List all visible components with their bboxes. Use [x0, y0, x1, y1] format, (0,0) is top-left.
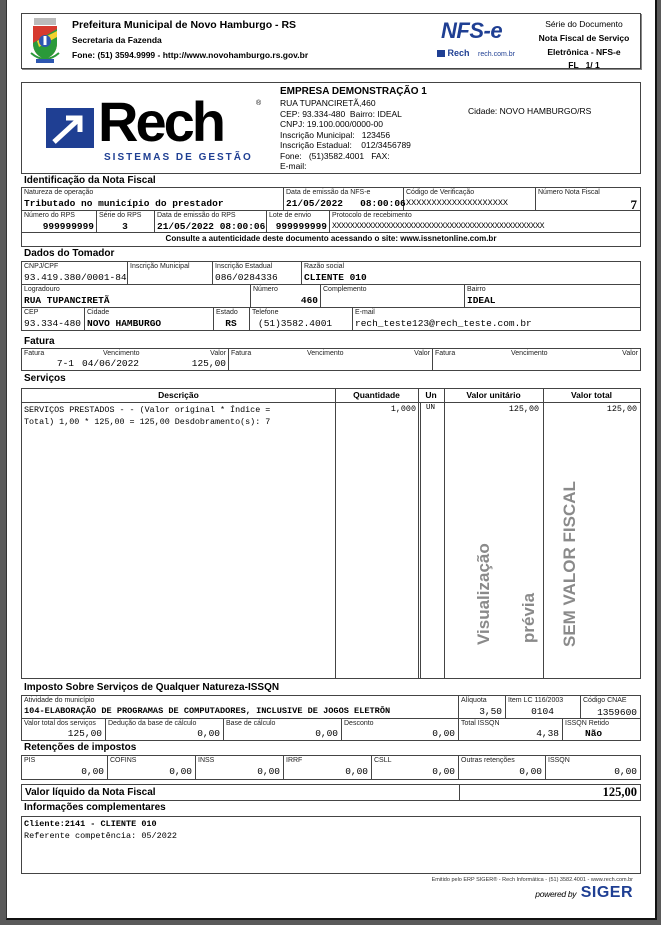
cep-value: 93.334-480 [24, 318, 82, 329]
total-issqn-label: Total ISSQN [461, 720, 500, 727]
rech-company-logo [46, 90, 276, 166]
data-emissao-value: 21/05/2022 08:00:06 [286, 198, 406, 209]
doc-title-1: Nota Fiscal de Serviço [538, 33, 630, 43]
serie-rps-cell [97, 211, 155, 233]
watermark-visualizacao: Visualização [474, 543, 493, 645]
section-title-retencoes: Retenções de impostos [24, 742, 137, 753]
identificacao-box [21, 187, 641, 247]
section-title-fatura: Fatura [24, 336, 55, 347]
rech-small-logo [437, 48, 515, 58]
col-valor-total: Valor total [570, 390, 613, 400]
company-ie: Inscrição Estadual: 012/3456789 [280, 140, 411, 150]
logradouro-cell [22, 285, 251, 308]
col-un: Un [425, 390, 437, 400]
item-lc-label: Item LC 116/2003 [508, 697, 564, 704]
consulta-autenticidade: Consulte a autenticidade deste documento acessando o site: www.issnetonline.com.br [165, 234, 497, 243]
base-calculo-cell [224, 719, 342, 740]
natureza-value: Tributado no município do prestador [24, 198, 224, 209]
telefone-label: Telefone [252, 309, 279, 316]
fatura-number: 7-1 [56, 358, 74, 369]
servico-quantidade: 1,000 [390, 404, 416, 414]
email-cell [353, 308, 640, 330]
company-box [21, 82, 641, 174]
cnpj-value: 93.419.380/0001-84 [24, 272, 127, 283]
rech-logo-word: Rech [98, 90, 223, 153]
retencao-value: 0,00 [257, 766, 280, 777]
retencao-item [372, 756, 459, 779]
retencao-item [22, 756, 108, 779]
section-title-issqn: Imposto Sobre Serviços de Qualquer Natureza-ISSQN [24, 682, 280, 693]
company-address: RUA TUPANCIRETÃ,460 [280, 98, 376, 108]
numero-label: Número [253, 286, 278, 293]
retencoes-box [21, 755, 641, 780]
retencao-item [546, 756, 640, 779]
retencao-value: 0,00 [345, 766, 368, 777]
servico-un: UN [426, 404, 436, 412]
valor-servicos-label: Valor total dos serviços [24, 720, 96, 727]
retencao-value: 0,00 [169, 766, 192, 777]
rech-logo-tagline: SISTEMAS DE GESTÃO [104, 152, 253, 163]
tomador-im-cell [128, 262, 213, 285]
numero-rps-cell [22, 211, 97, 233]
vencimento-label: Vencimento [307, 350, 344, 357]
col-descricao: Descrição [158, 390, 199, 400]
protocolo-cell [330, 211, 640, 233]
desconto-label: Desconto [344, 720, 374, 727]
natureza-label: Natureza de operação [24, 189, 94, 196]
numero-rps-label: Número do RPS [24, 212, 75, 219]
codigo-verificacao-label: Código de Verificação [406, 189, 475, 196]
section-title-identificacao: Identificação da Nota Fiscal [24, 175, 156, 186]
fatura-label: Fatura [435, 350, 456, 357]
razao-cell [302, 262, 640, 285]
page-indicator: FL 1/ 1 [568, 60, 600, 70]
email-label: E-mail [355, 309, 375, 316]
servico-descricao-line-2: Total) 1,00 * 125,00 = 125,00 Desdobramento(s): 7 [24, 417, 271, 427]
complementares-box [21, 816, 641, 874]
nfse-logo-text: NFS-e [441, 18, 503, 43]
company-info [280, 86, 427, 172]
data-emissao-cell [284, 188, 404, 211]
tomador-box [21, 261, 641, 331]
estado-value: RS [225, 318, 237, 329]
cidade-value: NOVO HAMBURGO [87, 318, 162, 329]
document-series [527, 17, 641, 71]
retencao-label: IRRF [286, 757, 303, 764]
retencao-label: ISSQN [548, 757, 570, 764]
rech-small-icon [437, 50, 445, 57]
estado-cell [214, 308, 250, 330]
codigo-verificacao-cell [404, 188, 536, 211]
company-name: EMPRESA DEMONSTRAÇÃO 1 [280, 86, 427, 97]
powered-by-label: powered by [535, 889, 577, 899]
valor-label: Valor [414, 350, 430, 357]
municipality-name: Prefeitura Municipal de Novo Hamburgo - RS [72, 19, 297, 31]
numero-nf-cell [536, 188, 640, 211]
base-calculo-label: Base de cálculo [226, 720, 276, 727]
valor-liquido-box [21, 784, 641, 801]
company-cep-bairro: CEP: 93.334-480 Bairro: IDEAL [280, 108, 402, 119]
tomador-im-label: Inscrição Municipal [130, 263, 190, 270]
doc-title-2: Eletrônica - NFS-e [547, 47, 621, 57]
complemento-label: Complemento [323, 286, 367, 293]
tomador-ie-label: Inscrição Estadual [215, 263, 273, 270]
company-email: E-mail: [280, 161, 307, 171]
numero-value: 460 [300, 295, 318, 306]
watermark-previa: prévia [519, 592, 538, 643]
department-name: Secretaria da Fazenda [72, 35, 162, 45]
fatura-label: Fatura [231, 350, 252, 357]
total-issqn-cell [459, 719, 563, 740]
bairro-label: Bairro [467, 286, 486, 293]
tomador-ie-value: 086/0284336 [215, 272, 278, 283]
telefone-cell [250, 308, 353, 330]
cidade-cell [85, 308, 214, 330]
razao-label: Razão social [304, 263, 345, 270]
fatura-vencimento: 04/06/2022 [82, 358, 140, 369]
numero-nf-value: 7 [630, 197, 637, 212]
municipality-contact: Fone: (51) 3594.9999 - http://www.novohamburgo.rs.gov.br [72, 50, 309, 60]
watermark-sem-valor-fiscal: SEM VALOR FISCAL [560, 481, 579, 647]
header-box [21, 13, 641, 69]
registered-mark-icon: ® [256, 100, 262, 107]
aliquota-value: 3,50 [479, 706, 502, 717]
protocolo-label: Protocolo de recebimento [332, 212, 412, 219]
lote-value: 999999999 [275, 221, 327, 232]
bairro-value: IDEAL [467, 295, 496, 306]
telefone-value: (51)3582.4001 [258, 318, 333, 329]
cnae-value: 1359600 [597, 707, 637, 718]
retencao-label: COFINS [110, 757, 137, 764]
deducao-cell [106, 719, 224, 740]
retencao-label: Outras retenções [461, 757, 515, 764]
servico-descricao [24, 404, 270, 428]
issqn-retido-label: ISSQN Retido [565, 720, 609, 727]
aliquota-cell [459, 696, 506, 719]
numero-nf-label: Número Nota Fiscal [538, 189, 600, 196]
coat-of-arms-logo [28, 17, 62, 65]
atividade-value: 104-ELABORAÇÃO DE PROGRAMAS DE COMPUTADORES, INCLUSIVE DE JOGOS ELETRÔN [24, 706, 391, 716]
numero-cell [251, 285, 321, 308]
desconto-cell [342, 719, 459, 740]
deducao-value: 0,00 [197, 728, 220, 739]
item-lc-value: 0104 [531, 706, 554, 717]
rech-small-label: Rech [447, 48, 470, 58]
fatura-item [22, 349, 229, 370]
aliquota-label: Alíquota [461, 697, 487, 704]
company-city: Cidade: NOVO HAMBURGO/RS [468, 106, 592, 116]
section-title-tomador: Dados do Tomador [24, 248, 115, 259]
item-lc-cell [506, 696, 581, 719]
retencao-label: INSS [198, 757, 215, 764]
servico-valor-unitario: 125,00 [508, 404, 539, 414]
retencao-value: 0,00 [614, 766, 637, 777]
codigo-verificacao-value: XXXXXXXXXXXXXXXXXXXX [406, 198, 509, 208]
data-rps-value: 21/05/2022 08:00:06 [157, 221, 266, 232]
rech-arrow-icon [46, 108, 94, 148]
valor-liquido-label: Valor líquido da Nota Fiscal [25, 787, 156, 798]
protocolo-value: XXXXXXXXXXXXXXXXXXXXXXXXXXXXXXXXXXXXXXXXXXXXXXX [332, 222, 545, 231]
fatura-box [21, 348, 641, 371]
logradouro-label: Logradouro [24, 286, 60, 293]
cidade-label: Cidade [87, 309, 110, 316]
servico-descricao-line-1: SERVIÇOS PRESTADOS - - (Valor original * Índice = [24, 405, 271, 415]
valor-servicos-cell [22, 719, 106, 740]
retencao-value: 0,00 [432, 766, 455, 777]
rech-site-label: rech.com.br [478, 51, 516, 58]
company-cnpj: CNPJ: 19.100.000/0000-00 [280, 119, 384, 129]
footer-powered-by [535, 884, 633, 902]
complemento-cell [321, 285, 465, 308]
razao-value: CLIENTE 010 [304, 272, 367, 283]
company-im: Inscrição Municipal: 123456 [280, 129, 391, 140]
retencao-label: CSLL [374, 757, 392, 764]
numero-rps-value: 999999999 [42, 221, 94, 232]
section-title-servicos: Serviços [24, 373, 66, 384]
data-rps-cell [155, 211, 267, 233]
valor-label: Valor [210, 350, 226, 357]
lote-label: Lote de envio [269, 212, 312, 219]
email-value: rech_teste123@rech_teste.com.br [355, 318, 532, 329]
company-phone-fax: Fone: (51)3582.4001 FAX: [280, 150, 390, 161]
atividade-cell [22, 696, 459, 719]
natureza-cell [22, 188, 284, 211]
deducao-label: Dedução da base de cálculo [108, 720, 197, 727]
issqn-box [21, 695, 641, 741]
footer-emitido: Emitido pelo ERP SIGER® - Rech Informática - (51) 3582.4001 - www.rech.com.br [431, 877, 633, 883]
series-label: Série do Documento [545, 19, 623, 29]
complementares-line-1: Cliente:2141 - CLIENTE 010 [24, 819, 157, 829]
lote-cell [267, 211, 330, 233]
logradouro-value: RUA TUPANCIRETÃ [24, 295, 110, 306]
valor-label: Valor [622, 350, 638, 357]
nfse-logo [437, 18, 527, 62]
fatura-item [433, 349, 640, 370]
servicos-table [21, 388, 641, 679]
complementares-text [24, 818, 177, 842]
tomador-ie-cell [213, 262, 302, 285]
nfse-document [6, 0, 657, 920]
retencao-value: 0,00 [519, 766, 542, 777]
vencimento-label: Vencimento [103, 350, 140, 357]
data-rps-label: Data de emissão do RPS [157, 212, 236, 219]
retencao-item [459, 756, 546, 779]
bairro-cell [465, 285, 640, 308]
retencao-item [284, 756, 372, 779]
col-valor-unitario: Valor unitário [466, 390, 521, 400]
retencao-item [108, 756, 196, 779]
estado-label: Estado [216, 309, 238, 316]
total-issqn-value: 4,38 [536, 728, 559, 739]
fatura-label: Fatura [24, 350, 45, 357]
cnae-label: Código CNAE [583, 697, 627, 704]
cnae-cell [581, 696, 640, 719]
col-quantidade: Quantidade [353, 390, 400, 400]
atividade-label: Atividade do município [24, 697, 95, 704]
cep-cell [22, 308, 85, 330]
valor-servicos-value: 125,00 [67, 728, 102, 739]
retencao-value: 0,00 [81, 766, 104, 777]
cnpj-label: CNPJ/CPF [24, 263, 59, 270]
base-calculo-value: 0,00 [315, 728, 338, 739]
valor-liquido-value: 125,00 [602, 785, 637, 799]
complementares-line-2: Referente competência: 05/2022 [24, 831, 178, 841]
vencimento-label: Vencimento [511, 350, 548, 357]
serie-rps-value: 3 [122, 221, 128, 232]
cnpj-cell [22, 262, 128, 285]
fatura-valor: 125,00 [191, 358, 226, 369]
servico-valor-total: 125,00 [606, 404, 637, 414]
issqn-retido-cell [563, 719, 640, 740]
section-title-complementares: Informações complementares [24, 802, 166, 813]
serie-rps-label: Série do RPS [99, 212, 142, 219]
siger-logo: SIGER [580, 884, 633, 901]
desconto-value: 0,00 [432, 728, 455, 739]
data-emissao-label: Data de emissão da NFS-e [286, 189, 371, 196]
issqn-retido-value: Não [585, 728, 603, 739]
retencao-label: PIS [24, 757, 36, 764]
fatura-item [229, 349, 433, 370]
cep-label: CEP [24, 309, 39, 316]
retencao-item [196, 756, 284, 779]
